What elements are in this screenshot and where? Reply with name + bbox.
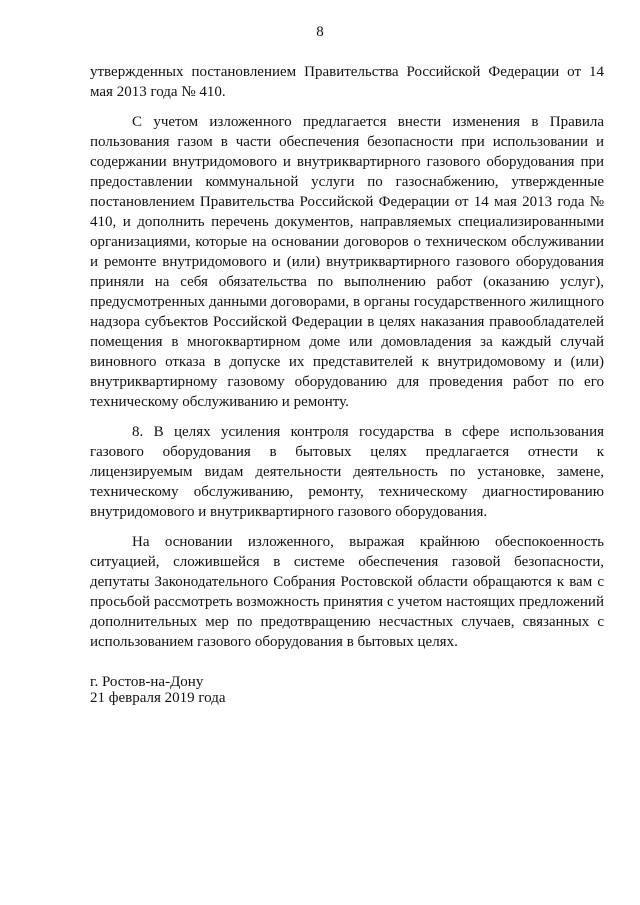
- place-text: г. Ростов-на-Дону: [90, 674, 204, 690]
- paragraph-item-8-licensing: 8. В целях усиления контроля государства в сфере использования газового оборудования в бытовых целях предлагается отнести к лицензируемым видам деятельности деятельность по установке, замене, техническому обслуживанию, ремонту, техническому диагностированию внутридомового и внутриквартирного газового оборудования.: [90, 424, 604, 520]
- place-and-date-block: [90, 674, 604, 706]
- paragraph-conclusion-appeal: На основании изложенного, выражая крайнюю обеспокоенность ситуацией, сложившейся в системе обеспечения газовой безопасности, депутаты Законодательного Собрания Ростовской области обращаются к вам с просьбой рассмотреть возможность принятия с учетом настоящих предложений дополнительных мер по предотвращению несчастных случаев, связанных с использованием газового оборудования в бытовых целях.: [90, 534, 604, 650]
- paragraph-continuation: утвержденных постановлением Правительства Российской Федерации от 14 мая 2013 года № 410.: [90, 64, 604, 100]
- date-text: 21 февраля 2019 года: [90, 690, 226, 706]
- page-number: 8: [316, 24, 324, 40]
- document-body: [90, 62, 604, 706]
- paragraph-proposal-amendments: С учетом изложенного предлагается внести изменения в Правила пользования газом в части обеспечения безопасности при использовании и содержании внутридомового и внутриквартирного газового оборудования при предоставлении коммунальной услуги по газоснабжению, утвержденные постановлением Правительства Российской Федерации от 14 мая 2013 года № 410, и дополнить перечень документов, направляемых специализированными организациями, которые на основании договоров о техническом обслуживании и ремонте внутридомового и (или) внутриквартирного газового оборудования приняли на себя обязательства по выполнению работ (оказанию услуг), предусмотренных данными договорами, в органы государственного жилищного надзора субъектов Российской Федерации в целях наказания правообладателей помещения в многоквартирном доме или домовладения за каждый случай виновного отказа в допуске их представителей к внутридомовому и (или) внутриквартирному газовому оборудованию для проведения работ по его техническому обслуживанию и ремонту.: [90, 114, 604, 410]
